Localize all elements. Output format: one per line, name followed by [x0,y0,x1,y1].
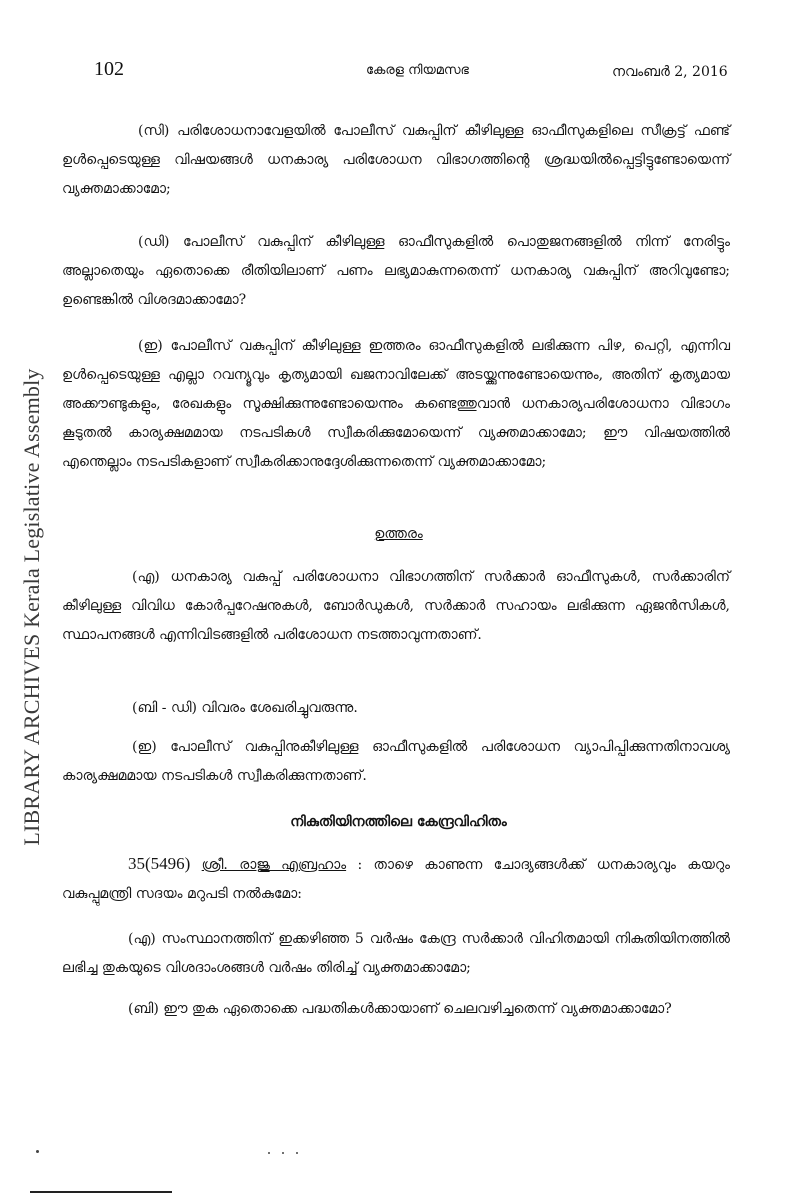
page-number: 102 [94,58,124,80]
question-part-d: (ഡി) പോലീസ് വകുപ്പിന് കീഴിലുള്ള ഓഫീസുകളിൽ പൊതുജനങ്ങളിൽ നിന്ന് നേരിട്ടും അല്ലാതെയും ഏതൊക്കെ രീതിയിലാണ് പണം ലഭ്യമാകുന്നതെന്ന് ധനകാര്യ വകുപ്പിന് അറിവുണ്ടോ; ഉണ്ടെങ്കിൽ വിശദമാക്കാമോ? [62,234,730,308]
question-2-intro-text: : താഴെ കാണുന്ന ചോദ്യങ്ങൾക്ക് ധനകാര്യവും കയറും വകുപ്പുമന്ത്രി സദയം മറുപടി നൽകുമോ: [62,857,731,902]
answer-heading: ഉത്തരം [374,526,423,542]
question-2-part-b: (ബി) ഈ തുക ഏതൊക്കെ പദ്ധതികൾക്കായാണ് ചെലവഴിച്ചതെന്ന് വ്യക്തമാക്കാമോ? [128,1001,672,1017]
footer-rule [30,1191,172,1193]
question-part-c: (സി) പരിശോധനാവേളയിൽ പോലീസ് വകുപ്പിന് കീഴിലുള്ള ഓഫീസുകളിലെ സീക്രട്ട് ഫണ്ട് ഉൾപ്പെടെയുള്ള വിഷയങ്ങൾ ധനകാര്യ പരിശോധന വിഭാഗത്തിന്റെ ശ്രദ്ധയിൽപ്പെട്ടിട്ടുണ്ടോയെന്ന് വ്യക്തമാക്കാമോ; [62,123,730,197]
question-number: 35(5496) [128,854,191,873]
member-name: ശ്രീ. രാജു എബ്രഹാം [201,857,347,873]
scan-speck [282,1152,284,1154]
section-title: നികുതിയിനത്തിലെ കേന്ദ്രവിഹിതം [290,814,507,830]
answer-part-b-d: (ബി - ഡി) വിവരം ശേഖരിച്ചുവരുന്നു. [132,700,358,716]
answer-part-a: (എ) ധനകാര്യ വകുപ്പ് പരിശോധനാ വിഭാഗത്തിന് സർക്കാർ ഓഫീസുകൾ, സർക്കാരിന് കീഴിലുള്ള വിവിധ കോർപ്പറേഷനുകൾ, ബോർഡുകൾ, സർക്കാർ സഹായം ലഭിക്കുന്ന ഏജൻസികൾ, സ്ഥാപനങ്ങൾ എന്നിവിടങ്ങളിൽ പരിശോധന നടത്താവുന്നതാണ്. [62,569,730,643]
question-2-part-a: (എ) സംസ്ഥാനത്തിന് ഇക്കഴിഞ്ഞ 5 വർഷം കേന്ദ്ര സർക്കാർ വിഹിതമായി നികുതിയിനത്തിൽ ലഭിച്ച തുകയുടെ വിശദാംശങ്ങൾ വർഷം തിരിച്ച് വ്യക്തമാക്കാമോ; [62,931,730,976]
answer-part-e: (ഇ) പോലീസ് വകുപ്പിനുകീഴിലുള്ള ഓഫീസുകളിൽ പരിശോധന വ്യാപിപ്പിക്കുന്നതിനാവശ്യ കാര്യക്ഷമമായ നടപടികൾ സ്വീകരിക്കുന്നതാണ്. [62,739,730,784]
question-part-e: (ഇ) പോലീസ് വകുപ്പിന് കീഴിലുള്ള ഇത്തരം ഓഫീസുകളിൽ ലഭിക്കുന്ന പിഴ, പെറ്റി, എന്നിവ ഉൾപ്പെടെയുള്ള എല്ലാ റവന്യൂവും കൃത്യമായി ഖജനാവിലേക്ക് അടയ്ക്കുന്നുണ്ടോയെന്നും, അതിന് കൃത്യമായ അക്കൗണ്ടുകളും, രേഖകളും സൂക്ഷിക്കുന്നുണ്ടോയെന്നും കണ്ടെത്തുവാൻ ധനകാര്യപരിശോധനാ വിഭാഗം കൂടുതൽ കാര്യക്ഷമമായ നടപടികൾ സ്വീകരിക്കുമോയെന്ന് വ്യക്തമാക്കാമോ; ഈ വിഷയത്തിൽ എന്തെല്ലാം നടപടികളാണ് സ്വീകരിക്കാനുദ്ദേശിക്കുന്നതെന്ന് വ്യക്തമാക്കാമോ; [62,338,730,470]
assembly-name: കേരള നിയമസഭ [366,63,469,78]
question-2-intro [62,849,730,909]
scan-speck [296,1152,298,1154]
scan-speck [36,1150,39,1153]
page-date: നവംബർ 2, 2016 [612,64,728,80]
archive-watermark: LIBRARY ARCHIVES Kerala Legislative Assembly [19,368,44,846]
scan-speck [268,1152,270,1154]
